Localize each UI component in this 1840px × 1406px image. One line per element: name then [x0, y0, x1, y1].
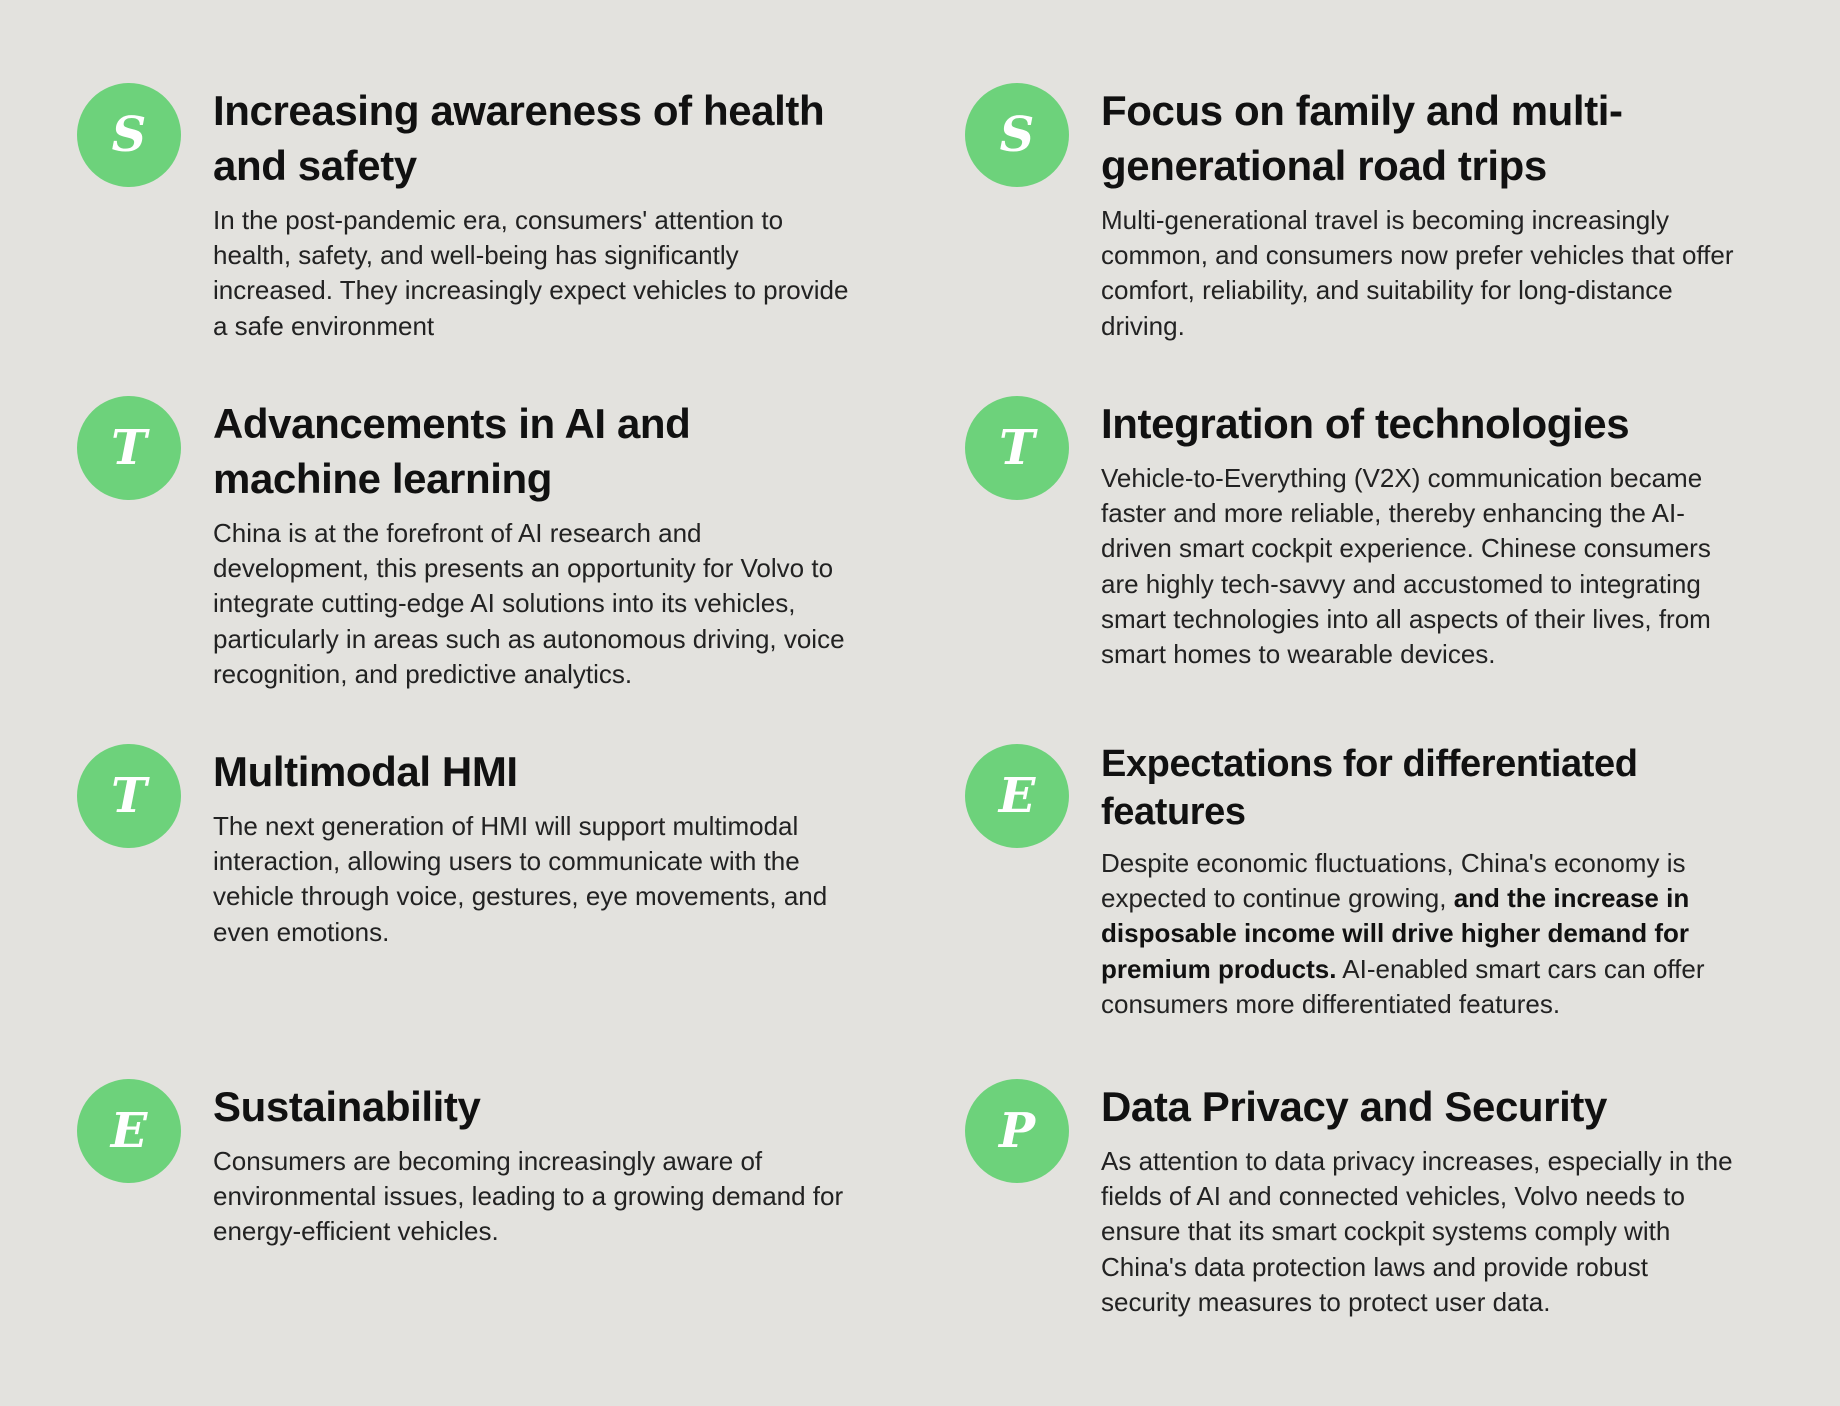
trend-title: Integration of technologies [1101, 400, 1630, 447]
trend-title: Data Privacy and Security [1101, 1083, 1607, 1130]
trend-description: Consumers are becoming increasingly aware of environmental issues, leading to a growing demand for energy-efficient vehicles. [213, 1146, 844, 1247]
trend-description: As attention to data privacy increases, especially in the fields of AI and connected vehicles, Volvo needs to ensure that its smart cockpit systems comply with China's data protection laws and provide robust security measures to protect user data. [1101, 1146, 1733, 1317]
trend-title: Sustainability [213, 1083, 481, 1130]
trend-title: Multimodal HMI [213, 748, 518, 795]
trend-description: Vehicle-to-Everything (V2X) communication became faster and more reliable, thereby enhancing the AI-driven smart cockpit experience. Chinese consumers are highly tech-savvy and accustomed to integrating smart technologies into all aspects of their lives, from smart homes to wearable devices. [1101, 463, 1711, 670]
emphasis-text: and the increase in disposable income will drive higher demand for premium products. [1101, 883, 1690, 984]
letter-badge: T [965, 396, 1069, 500]
trend-description: China is at the forefront of AI research and development, this presents an opportunity for Volvo to integrate cutting-edge AI solutions into its vehicles, particularly in areas such as autonomous driving, voice recognition, and predictive analytics. [213, 518, 845, 689]
trend-title: Increasing awareness of health and safety [213, 87, 825, 189]
letter-badge: E [965, 744, 1069, 848]
letter-badge: T [77, 396, 181, 500]
letter-badge: S [965, 83, 1069, 187]
trend-description: Multi-generational travel is becoming increasingly common, and consumers now prefer vehicles that offer comfort, reliability, and suitability for long-distance driving. [1101, 205, 1734, 341]
trend-title: Advancements in AI and machine learning [213, 400, 691, 502]
letter-badge: S [77, 83, 181, 187]
trend-description: The next generation of HMI will support multimodal interaction, allowing users to communicate with the vehicle through voice, gestures, eye movements, and even emotions. [213, 811, 828, 947]
trend-title: Focus on family and multi-generational road trips [1101, 87, 1623, 189]
trend-title: Expectations for differentiated features [1101, 743, 1638, 833]
trend-description: In the post-pandemic era, consumers' attention to health, safety, and well-being has significantly increased. They increasingly expect vehicles to provide a safe environment [213, 205, 849, 341]
letter-badge: E [77, 1079, 181, 1183]
trend-description: Despite economic fluctuations, China's economy is expected to continue growing, and the increase in disposable income will drive higher demand for premium products. AI-enabled smart cars can offer consumers more differentiated features. [1101, 848, 1705, 1019]
letter-badge: P [965, 1079, 1069, 1183]
letter-badge: T [77, 744, 181, 848]
